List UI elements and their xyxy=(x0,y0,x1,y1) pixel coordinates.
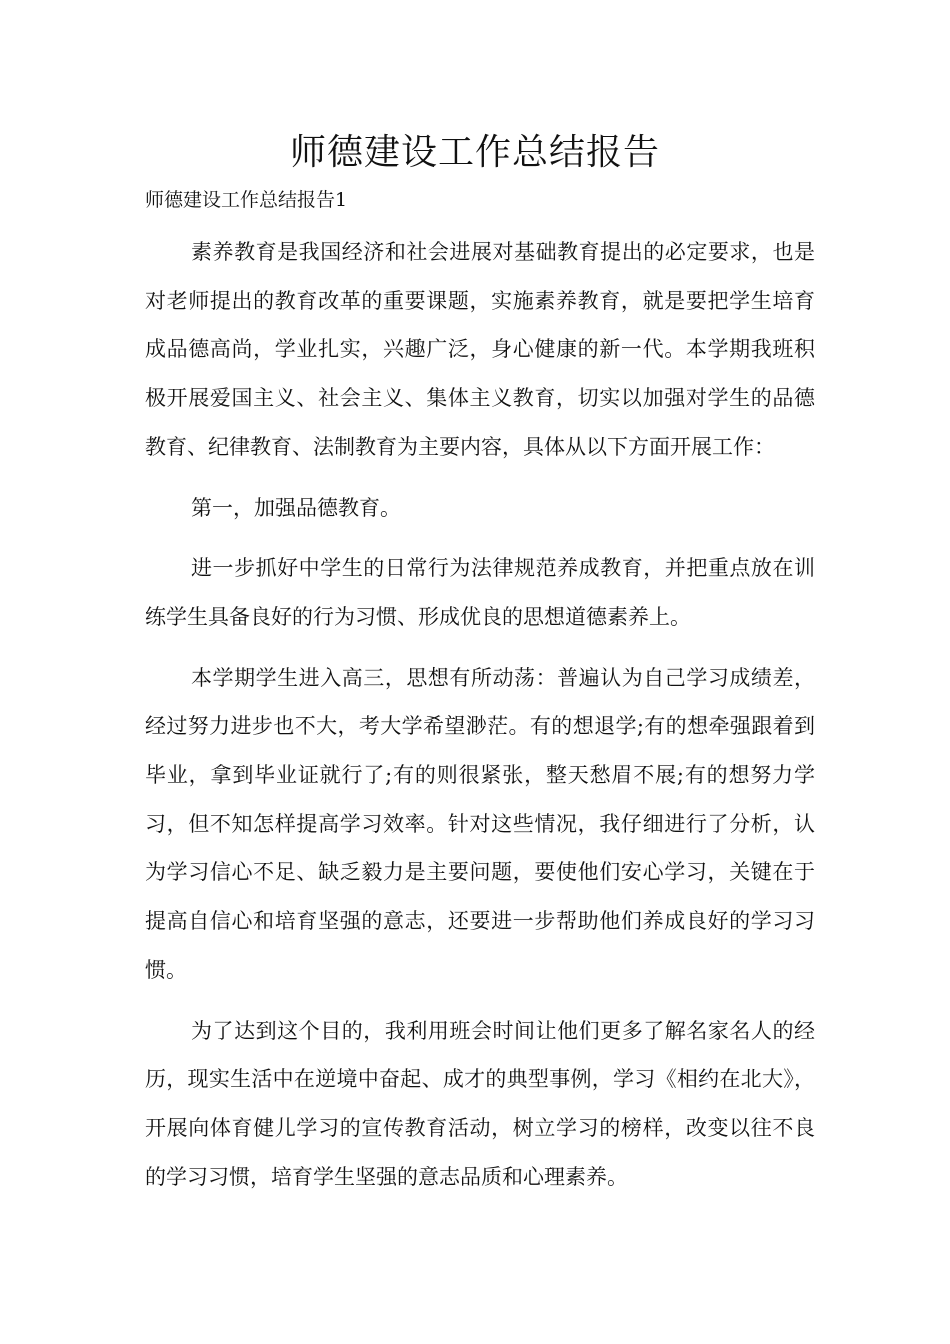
paragraph-intro: 素养教育是我国经济和社会进展对基础教育提出的必定要求，也是对老师提出的教育改革的重要课题，实施素养教育，就是要把学生培育成品德高尚，学业扎实，兴趣广泛，身心健康的新一代。本学期我班积极开展爱国主义、社会主义、集体主义教育，切实以加强对学生的品德教育、纪律教育、法制教育为主要内容，具体从以下方面开展工作： xyxy=(145,240,815,459)
paragraph-section-heading: 第一，加强品德教育。 xyxy=(191,495,401,520)
document-subtitle: 师德建设工作总结报告1 xyxy=(145,189,348,211)
paragraph-student-situation: 本学期学生进入高三，思想有所动荡：普遍认为自己学习成绩差，经过努力进步也不大，考大学希望渺茫。有的想退学;有的想牵强跟着到毕业，拿到毕业证就行了;有的则很紧张，整天愁眉不展;有的想努力学习，但不知怎样提高学习效率。针对这些情况，我仔细进行了分析，认为学习信心不足、缺乏毅力是主要问题，要使他们安心学习，关键在于提高自信心和培育坚强的意志，还要进一步帮助他们养成良好的学习习惯。 xyxy=(145,665,815,982)
paragraph-measures: 为了达到这个目的，我利用班会时间让他们更多了解名家名人的经历，现实生活中在逆境中奋起、成才的典型事例，学习《相约在北大》，开展向体育健儿学习的宣传教育活动，树立学习的榜样，改变以往不良的学习习惯，培育学生坚强的意志品质和心理素养。 xyxy=(145,1018,815,1189)
paragraph-behavior-education: 进一步抓好中学生的日常行为法律规范养成教育，并把重点放在训练学生具备良好的行为习惯、形成优良的思想道德素养上。 xyxy=(145,556,815,629)
document-title: 师德建设工作总结报告 xyxy=(289,132,660,173)
document-body xyxy=(145,228,815,1213)
